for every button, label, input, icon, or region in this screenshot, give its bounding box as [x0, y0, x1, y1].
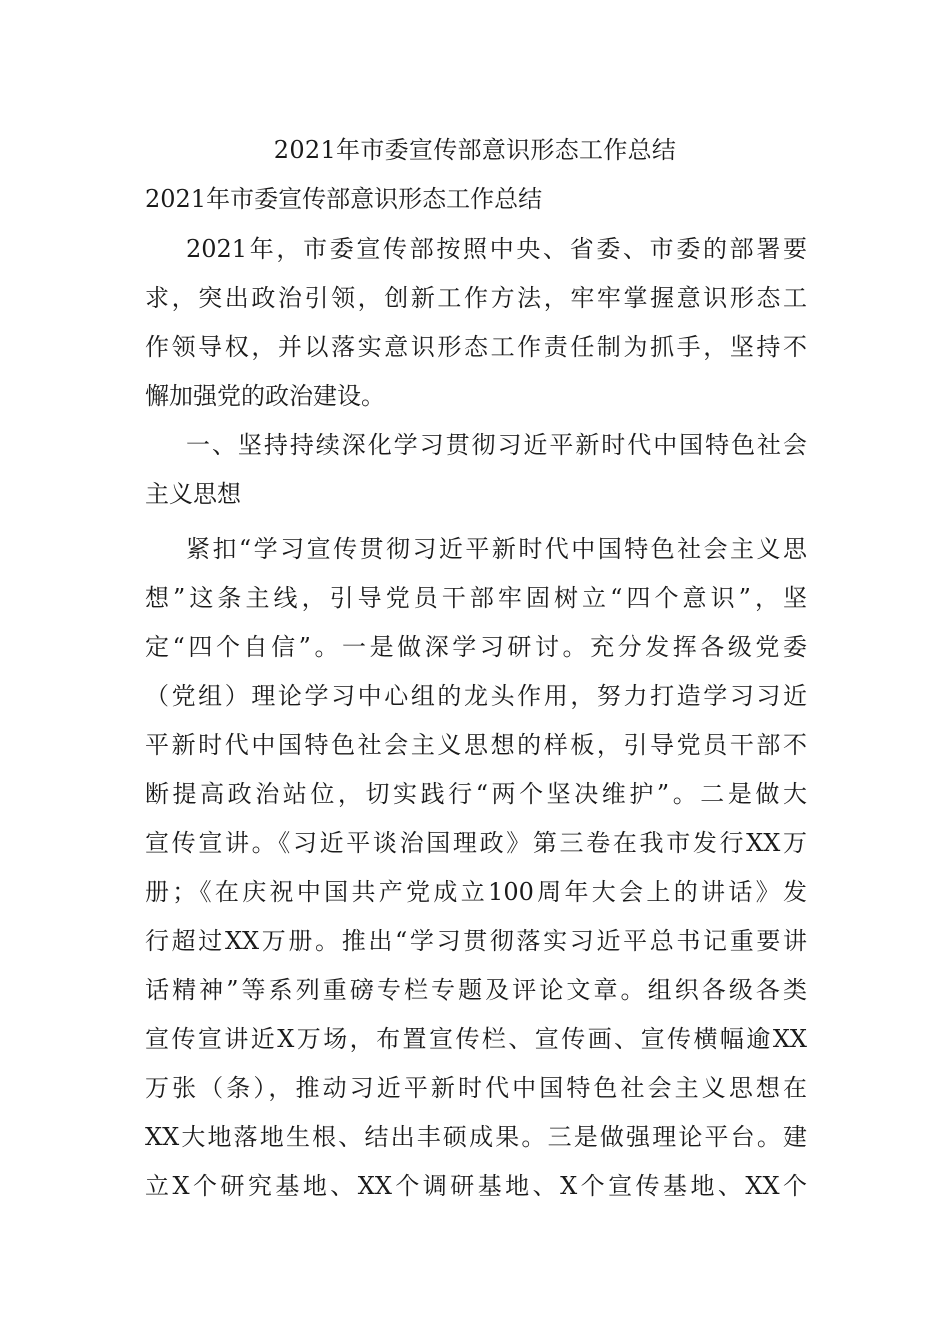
section-heading-line: 主义思想 — [145, 480, 241, 508]
paragraph-line: 万张（条），推动习近平新时代中国特色社会主义思想在 — [145, 1074, 807, 1102]
paragraph-line: 宣传宣讲近X万场，布置宣传栏、宣传画、宣传横幅逾XX — [145, 1025, 807, 1053]
paragraph-line: 紧扣“学习宣传贯彻习近平新时代中国特色社会主义思 — [186, 535, 807, 563]
section-heading-line: 一、坚持持续深化学习贯彻习近平新时代中国特色社会 — [186, 431, 807, 459]
paragraph-line: 册；《在庆祝中国共产党成立100周年大会上的讲话》发 — [145, 878, 807, 906]
paragraph-line: 2021年，市委宣传部按照中央、省委、市委的部署要 — [186, 235, 807, 263]
document-subtitle: 2021年市委宣传部意识形态工作总结 — [145, 185, 543, 213]
paragraph-line: 话精神”等系列重磅专栏专题及评论文章。组织各级各类 — [145, 976, 807, 1004]
document-title: 2021年市委宣传部意识形态工作总结 — [273, 136, 677, 164]
paragraph-line: 立X个研究基地、XX个调研基地、X个宣传基地、XX个 — [145, 1172, 807, 1200]
paragraph-line: （党组）理论学习中心组的龙头作用，努力打造学习习近 — [145, 682, 807, 710]
paragraph-line: 行超过XX万册。推出“学习贯彻落实习近平总书记重要讲 — [145, 927, 807, 955]
paragraph-line: 宣传宣讲。《习近平谈治国理政》第三卷在我市发行XX万 — [145, 829, 807, 857]
paragraph-line: 定“四个自信”。一是做深学习研讨。充分发挥各级党委 — [145, 633, 807, 661]
paragraph-line: XX大地落地生根、结出丰硕成果。三是做强理论平台。建 — [145, 1123, 807, 1151]
paragraph-line: 求，突出政治引领，创新工作方法，牢牢掌握意识形态工 — [145, 284, 807, 312]
paragraph-line: 懈加强党的政治建设。 — [145, 382, 385, 410]
paragraph-line: 想”这条主线，引导党员干部牢固树立“四个意识”，坚 — [145, 584, 807, 612]
paragraph-line: 平新时代中国特色社会主义思想的样板，引导党员干部不 — [145, 731, 807, 759]
paragraph-line: 作领导权，并以落实意识形态工作责任制为抓手，坚持不 — [145, 333, 807, 361]
paragraph-line: 断提高政治站位，切实践行“两个坚决维护”。二是做大 — [145, 780, 807, 808]
